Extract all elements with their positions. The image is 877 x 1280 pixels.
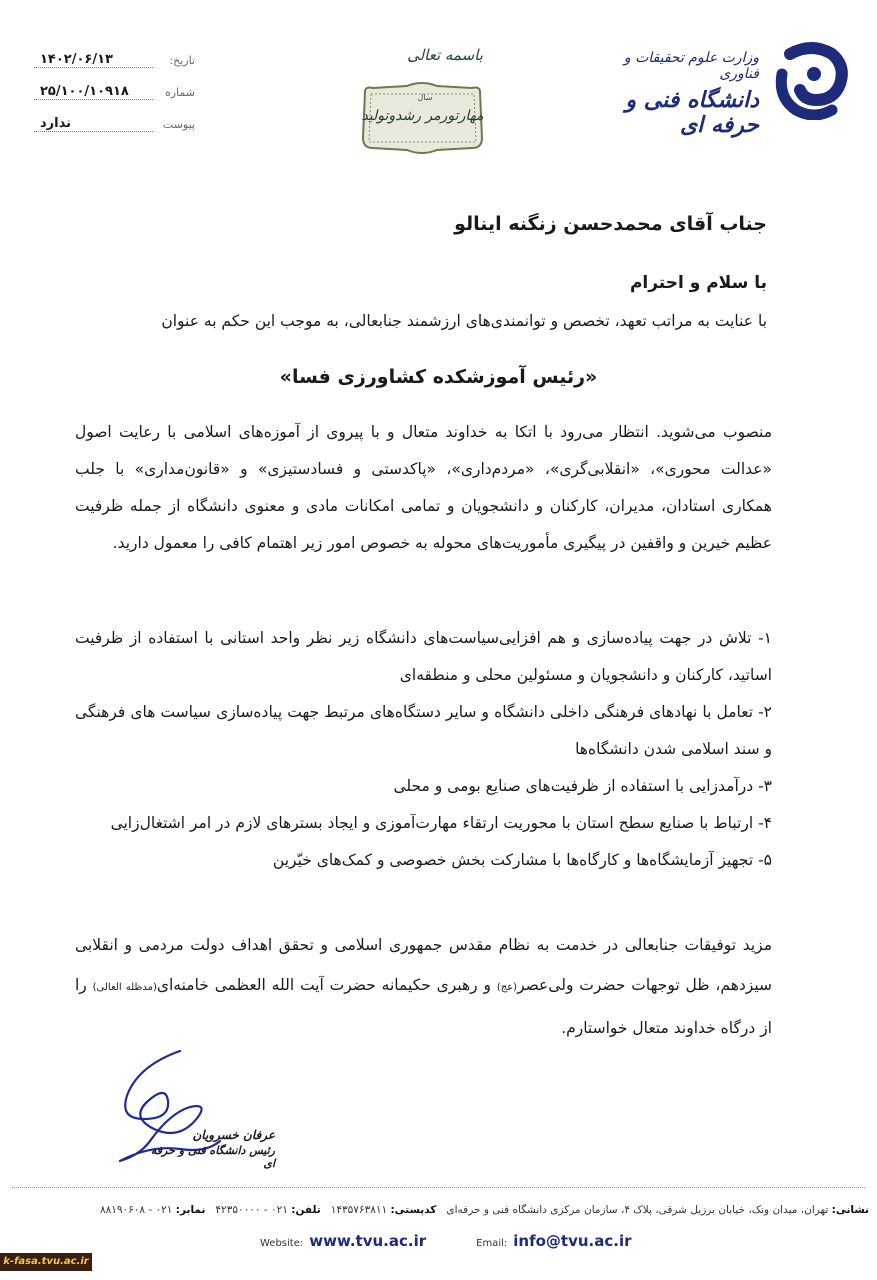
footer-web xyxy=(260,1232,631,1250)
site-watermark: k-fasa.tvu.ac.ir xyxy=(0,1253,92,1271)
greeting: با سلام و احترام xyxy=(629,273,767,293)
body-text: منصوب می‌شوید. انتظار می‌رود با اتکا به خداوند متعال و با پیروی از آموزه‌های اسلامی با رعایت اصول «عدالت محوری»، «انقلابی‌گری»، «مردم‌داری»، «پاکدستی و فسادستیزی» و «قانون‌مداری» با جلب همکاری استادان، مدیران، کارکنان و دانشجویان و تمامی امکانات مادی و معنوی دانشگاه از جمله ظرفیت عظیم خیرین و واقفین در پیگیری مأموریت‌های محوله به خصوص امور زیر اهتمام کافی را معمول دارید. xyxy=(75,423,772,552)
phone-value: ۰۲۱ - ۴۲۳۵۰۰۰۰ xyxy=(215,1204,292,1216)
duty-item: ۴- ارتباط با صنایع سطح استان با محوریت ارتقاء مهارت‌آموزی و ایجاد بسترهای لازم در امر اشتغال‌زایی xyxy=(110,814,772,832)
signer-block xyxy=(150,1128,275,1170)
appointment-title: «رئیس آموزشکده کشاورزی فسا» xyxy=(279,366,598,388)
basmala-motto: باسمه تعالی xyxy=(407,46,483,64)
phone-label: تلفن: xyxy=(291,1204,321,1216)
closing-part-3: را از درگاه خداوند متعال خواستارم. xyxy=(75,976,772,1037)
number-row xyxy=(30,76,195,108)
footer-address xyxy=(8,1204,869,1216)
duty-item: ۵- تجهیز آزمایشگاه‌ها و کارگاه‌ها با مشارکت بخش خصوصی و کمک‌های خیّرین xyxy=(272,851,772,869)
body-paragraph xyxy=(75,414,772,562)
organization-header xyxy=(599,50,759,138)
footer-divider xyxy=(12,1187,865,1188)
number-label: شماره xyxy=(164,85,195,99)
closing-part-1: مزید توفیقات جنابعالی در خدمت به نظام مقدس جمهوری اسلامی و تحقق اهداف دولت مردمی و انقلابی سیزدهم، ظل توجهات حضرت ولی‌عصر xyxy=(75,936,773,994)
letter-meta xyxy=(30,44,195,140)
university-name: دانشگاه فنی و حرفه ای xyxy=(625,88,759,138)
date-label: تاریخ: xyxy=(169,53,195,67)
closing-paragraph xyxy=(75,925,772,1048)
attachment-value: ندارد xyxy=(34,116,153,132)
attachment-label: پیوست xyxy=(162,117,195,131)
signer-name: عرفان خسرویان xyxy=(192,1128,275,1142)
ministry-name: وزارت علوم تحقیقات و فناوری xyxy=(623,50,759,82)
year-slogan: مهارتورمر رشدوتولید xyxy=(361,108,484,124)
duties-list xyxy=(75,620,772,879)
closing-text xyxy=(75,925,772,1048)
address-value: تهران، میدان ونک، خیابان برزیل شرقی، پلاک ۴، سازمان مرکزی دانشگاه فنی و حرفه‌ای xyxy=(446,1204,832,1216)
website-link[interactable]: www.tvu.ac.ir xyxy=(309,1232,427,1250)
honorific-2: (مدظله العالی) xyxy=(92,982,157,993)
date-value: ۱۴۰۲/۰۶/۱۳ xyxy=(34,52,153,68)
badge-tag: سال xyxy=(417,93,433,102)
duty-item: ۲- تعامل با نهادهای فرهنگی داخلی دانشگاه و سایر دستگاه‌های مرتبط جهت پیاده‌سازی سیاست های فرهنگی و سند اسلامی شدن دانشگاه‌ها xyxy=(75,703,772,758)
fax-value: ۰۲۱ - ۸۸۱۹۰۶۰۸ xyxy=(99,1204,176,1216)
signer-position: رئیس دانشگاه فنی و حرفه ای xyxy=(150,1144,275,1170)
date-row xyxy=(30,44,195,76)
addressee: جناب آقای محمدحسن زنگنه اینالو xyxy=(454,213,767,235)
university-logo-icon xyxy=(770,40,848,120)
fax-label: نمابر: xyxy=(175,1204,206,1216)
website-label: Website: xyxy=(260,1238,304,1249)
intro-line: با عنایت به مراتب تعهد، تخصص و توانمندی‌های ارزشمند جنابعالی، به موجب این حکم به عنوان xyxy=(161,312,767,330)
address-label: نشانی: xyxy=(831,1204,869,1216)
email-label: Email: xyxy=(476,1238,508,1249)
postal-value: ۱۴۳۵۷۶۳۸۱۱ xyxy=(330,1204,391,1216)
closing-part-2: و رهبری حکیمانه حضرت آیت الله العظمی خامنه‌ای xyxy=(156,976,497,994)
email-link[interactable]: info@tvu.ac.ir xyxy=(513,1232,632,1250)
attachment-row xyxy=(30,108,195,140)
postal-label: کدپستی: xyxy=(390,1204,437,1216)
duty-item: ۳- درآمدزایی با استفاده از ظرفیت‌های صنایع بومی و محلی xyxy=(393,777,772,795)
number-value: ۲۵/۱۰۰/۱۰۹۱۸ xyxy=(34,84,153,100)
duty-item: ۱- تلاش در جهت پیاده‌سازی و هم افزایی‌سیاست‌های دانشگاه زیر نظر واحد استانی با استفاده از ظرفیت اساتید، کارکنان و دانشجویان و مسئولین محلی و منطقه‌ای xyxy=(75,629,772,684)
honorific-1: (عج) xyxy=(496,982,518,993)
